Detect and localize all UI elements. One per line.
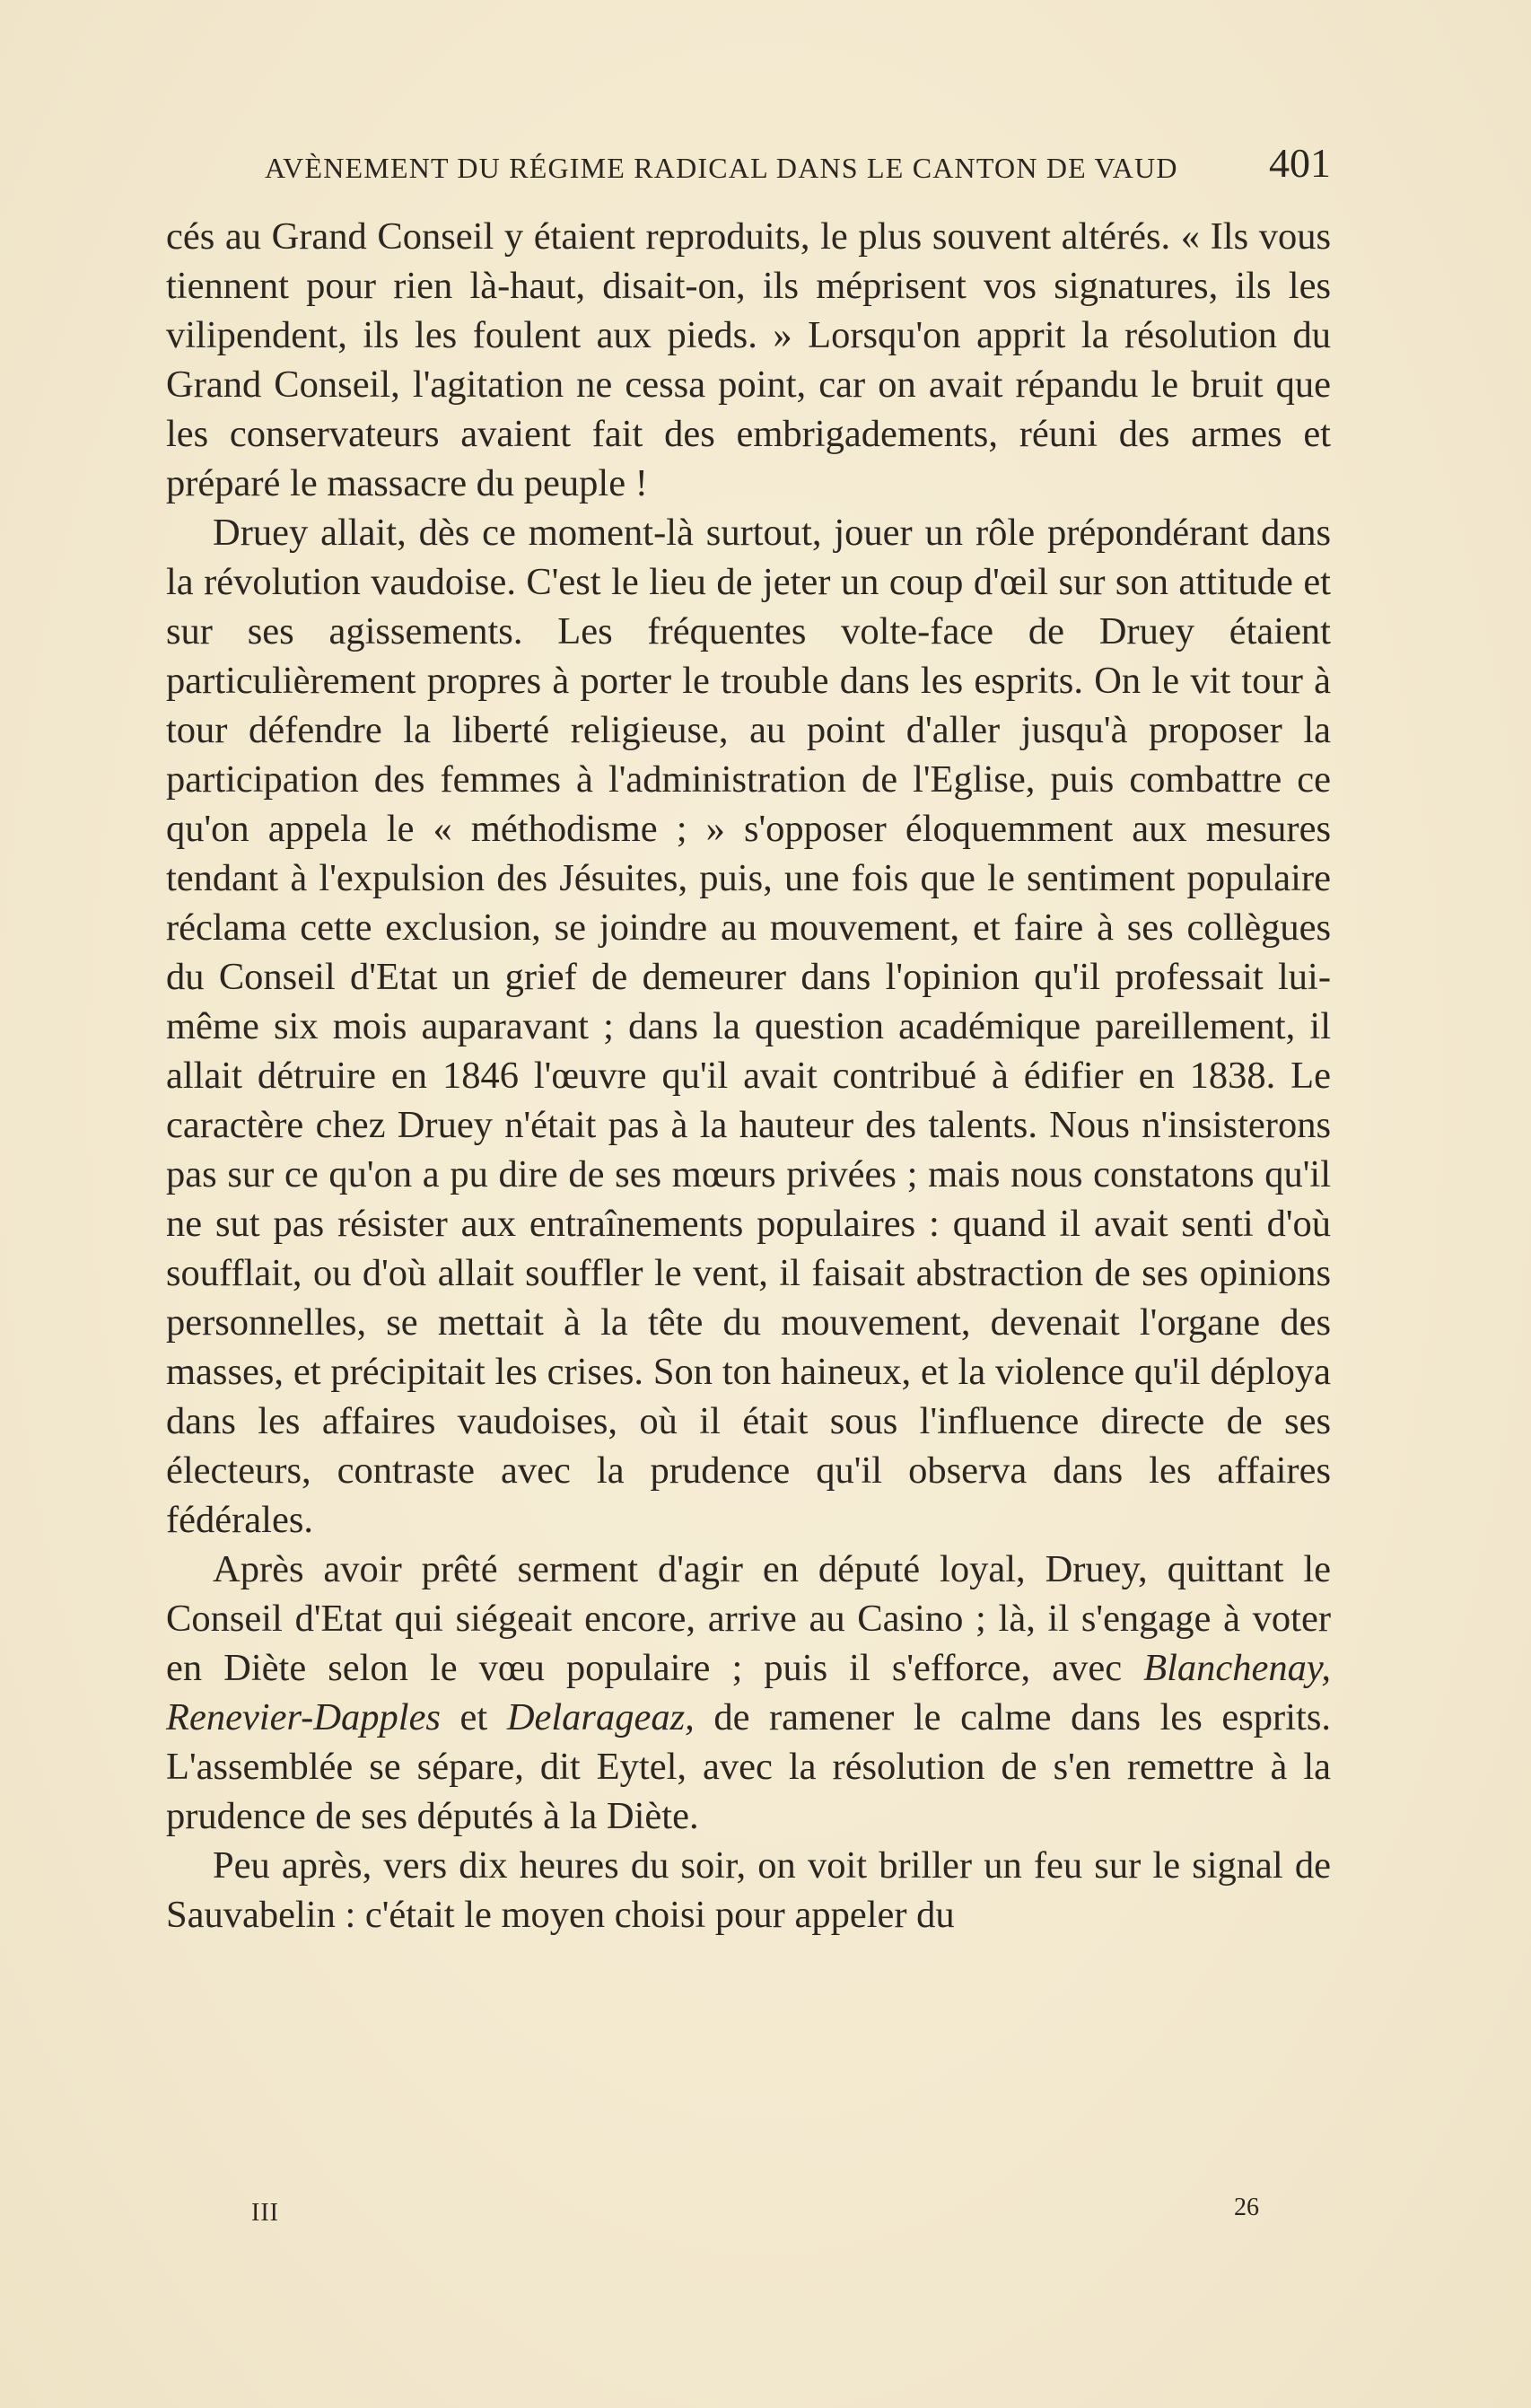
name-delarageaz: Delarageaz, bbox=[506, 1696, 695, 1738]
name-blanchenay: Blanchenay, bbox=[1143, 1647, 1331, 1689]
page-header bbox=[166, 139, 1331, 193]
sheet-number: 26 bbox=[1234, 2193, 1259, 2221]
page-footer bbox=[166, 2193, 1331, 2235]
body-text bbox=[166, 212, 1331, 1940]
page-number: 401 bbox=[1269, 140, 1331, 186]
running-head: AVÈNEMENT DU RÉGIME RADICAL DANS LE CANTON DE VAUD bbox=[265, 152, 1178, 184]
paragraph-1: cés au Grand Conseil y étaient reproduits, le plus souvent altérés. « Ils vous tiennent pour rien là-haut, disait-on, ils méprisent vos signatures, ils les vilipendent, ils les foulent aux pieds. » Lorsqu'on apprit la résolution du Grand Conseil, l'agitation ne cessa point, car on avait répandu le bruit que les conservateurs avaient fait des embrigadements, réuni des armes et préparé le massacre du peuple ! bbox=[166, 215, 1331, 504]
paragraph-3-conjunction: et bbox=[440, 1696, 507, 1738]
paragraph-3-text-a: Après avoir prêté serment d'agir en député loyal, Druey, quittant le Conseil d'Etat qui siégeait encore, arrive au Casino ; là, il s'engage à voter en Diète selon le vœu populaire ; puis il s'efforce, avec bbox=[166, 1548, 1331, 1689]
name-renevier-dapples: Renevier-Dapples bbox=[166, 1696, 441, 1738]
paragraph-2: Druey allait, dès ce moment-là surtout, jouer un rôle prépondérant dans la révolution vaudoise. C'est le lieu de jeter un coup d'œil sur son attitude et sur ses agissements. Les fréquentes volte-face de Druey étaient particulièrement propres à porter le trouble dans les esprits. On le vit tour à tour défendre la liberté religieuse, au point d'aller jusqu'à proposer la participation des femmes à l'administration de l'Eglise, puis combattre ce qu'on appela le « méthodisme ; » s'opposer éloquemment aux mesures tendant à l'expulsion des Jésuites, puis, une fois que le sentiment populaire réclama cette exclusion, se joindre au mouvement, et faire à ses collègues du Conseil d'Etat un grief de demeurer dans l'opinion qu'il professait lui-même six mois auparavant ; dans la question académique pareillement, il allait détruire en 1846 l'œuvre qu'il avait contribué à édifier en 1838. Le caractère chez Druey n'était pas à la hauteur des talents. Nous n'insisterons pas sur ce qu'on a pu dire de ses mœurs privées ; mais nous constatons qu'il ne sut pas résister aux entraînements populaires : quand il avait senti d'où soufflait, ou d'où allait souffler le vent, il faisait abstraction de ses opinions personnelles, se mettait à la tête du mouvement, devenait l'organe des masses, et précipitait les crises. Son ton haineux, et la violence qu'il déploya dans les affaires vaudoises, où il était sous l'influence directe de ses électeurs, contraste avec la prudence qu'il observa dans les affaires fédérales. bbox=[166, 512, 1331, 1541]
paragraph-3 bbox=[166, 1545, 1331, 1841]
paragraph-3-text-b: de ramener le calme dans les esprits. L'assemblée se sépare, dit Eytel, avec la résolution de s'en remettre à la prudence de ses députés à la Diète. bbox=[166, 1696, 1331, 1837]
paragraph-4: Peu après, vers dix heures du soir, on voit briller un feu sur le signal de Sauvabelin : c'était le moyen choisi pour appeler du bbox=[166, 1844, 1331, 1936]
signature-mark: III bbox=[251, 2199, 279, 2227]
